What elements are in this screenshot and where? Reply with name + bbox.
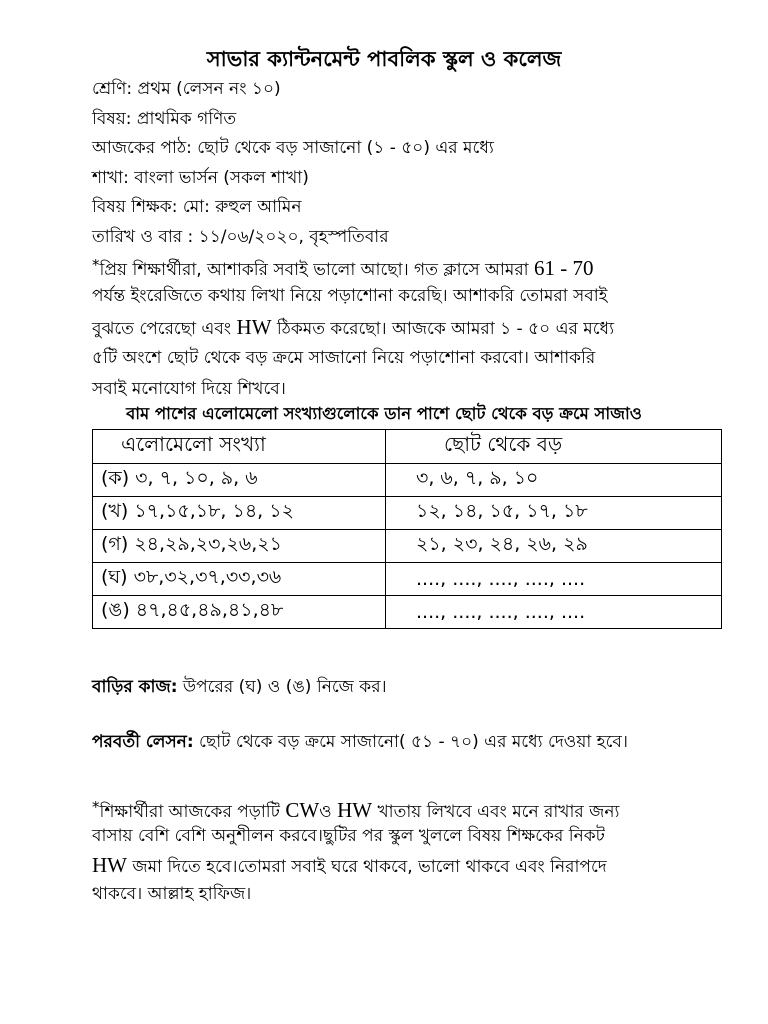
sorted-cell: ১২, ১৪, ১৫, ১৭, ১৮: [386, 497, 722, 530]
class-line: শ্রেণি: প্রথম (লেসন নং ১০): [92, 79, 281, 99]
closing-line-3: [92, 851, 732, 880]
table-row: [93, 563, 722, 596]
asterisk-mark: *: [92, 798, 100, 816]
ordering-table: [92, 429, 722, 629]
closing-line-2: বাসায় বেশি বেশি অনুশীলন করবে।ছুটির পর স্কুল খুললে বিষয় শিক্ষকের নিকট: [92, 826, 605, 846]
closing-cw: CW: [285, 798, 320, 822]
asterisk-mark: *: [92, 256, 100, 274]
random-cell: (খ) ১৭,১৫,১৮, ১৪, ১২: [93, 497, 386, 530]
closing-line-1: [92, 793, 732, 822]
exercise-instruction: বাম পাশের এলোমেলো সংখ্যাগুলোকে ডান পাশে ছোট থেকে বড় ক্রমে সাজাও: [126, 404, 642, 423]
intro-paragraph: [92, 250, 732, 405]
header-random: এলোমেলো সংখ্যা: [93, 430, 386, 464]
sorted-cell: ...., ...., ...., ...., ....: [386, 563, 722, 596]
closing-hw: HW: [337, 798, 373, 822]
sorted-cell: ...., ...., ...., ...., ....: [386, 596, 722, 629]
closing-hw-2: HW: [92, 853, 127, 877]
table-row: [93, 530, 722, 563]
next-lesson-text: ছোট থেকে বড় ক্রমে সাজানো( ৫১ - ৭০) এর মধ্যে দেওয়া হবে।: [193, 732, 628, 752]
table-header-row: [93, 430, 722, 464]
closing-paragraph: [92, 793, 732, 909]
closing-text-1c: খাতায় লিখবে এবং মনে রাখার জন্য: [372, 802, 620, 822]
closing-text-1a: শিক্ষার্থীরা আজকের পড়াটি: [99, 802, 286, 822]
branch-line: শাখা: বাংলা ভার্সন (সকল শাখা): [92, 167, 309, 188]
intro-line-5: সবাই মনোযোগ দিয়ে শিখবে।: [92, 379, 286, 399]
lesson-info: [92, 75, 494, 252]
homework-text: উপরের (ঘ) ও (ঙ) নিজে কর।: [177, 677, 387, 697]
sorted-cell: ২১, ২৩, ২৪, ২৬, ২৯: [386, 530, 722, 563]
homework-label: বাড়ির কাজ:: [92, 677, 178, 697]
lesson-topic-line: আজকের পাঠ: ছোট থেকে বড় সাজানো (১ - ৫০) এর মধ্যে: [92, 138, 494, 158]
school-title: সাভার ক্যান্টনমেন্ট পাবলিক স্কুল ও কলেজ: [206, 47, 562, 71]
intro-text-1a: প্রিয় শিক্ষার্থীরা, আশাকরি সবাই ভালো আছো। গত ক্লাসে আমরা: [99, 260, 535, 280]
subject-line: বিষয়: প্রাথমিক গণিত: [92, 108, 237, 129]
intro-hw: HW: [236, 315, 272, 339]
random-cell: (গ) ২৪,২৯,২৩,২৬,২১: [93, 530, 386, 563]
date-line: তারিখ ও বার : ১১/০৬/২০২০, বৃহস্পতিবার: [92, 226, 389, 247]
teacher-line: বিষয় শিক্ষক: মো: রুহুল আমিন: [92, 197, 302, 217]
intro-text-3c: ঠিকমত করেছো। আজকে আমরা ১ - ৫০ এর মধ্যে: [271, 319, 614, 339]
random-cell: (ঙ) ৪৭,৪৫,৪৯,৪১,৪৮: [93, 596, 386, 629]
next-lesson-line: [92, 727, 628, 757]
closing-text-3b: জমা দিতে হবে।তোমরা সবাই ঘরে থাকবে, ভালো থাকবে এবং নিরাপদে: [127, 857, 607, 877]
intro-range: 61 - 70: [534, 256, 594, 280]
table-row: [93, 596, 722, 629]
closing-text-1b: ও: [319, 802, 338, 822]
table-row: [93, 497, 722, 530]
homework-line: [92, 672, 387, 702]
random-cell: (ক) ৩, ৭, ১০, ৯, ৬: [93, 464, 386, 497]
intro-line-2: পর্যন্ত ইংরেজিতে কথায় লিখা নিয়ে পড়াশোনা করেছি। আশাকরি তোমরা সবাই: [92, 286, 608, 306]
random-cell: (ঘ) ৩৮,৩২,৩৭,৩৩,৩৬: [93, 563, 386, 596]
header-sorted: ছোট থেকে বড়: [386, 430, 722, 464]
table-row: [93, 464, 722, 497]
next-lesson-label: পরবর্তী লেসন:: [92, 732, 194, 752]
intro-line-3: [92, 312, 732, 343]
sorted-cell: ৩, ৬, ৭, ৯, ১০: [386, 464, 722, 497]
intro-text-3a: বুঝতে পেরেছো এবং: [92, 319, 237, 339]
intro-line-4: ৫টি অংশে ছোট থেকে বড় ক্রমে সাজানো নিয়ে পড়াশোনা করবো। আশাকরি: [92, 348, 596, 368]
closing-line-4: থাকবে। আল্লাহ হাফিজ।: [92, 884, 252, 904]
intro-line-1: [92, 250, 732, 281]
